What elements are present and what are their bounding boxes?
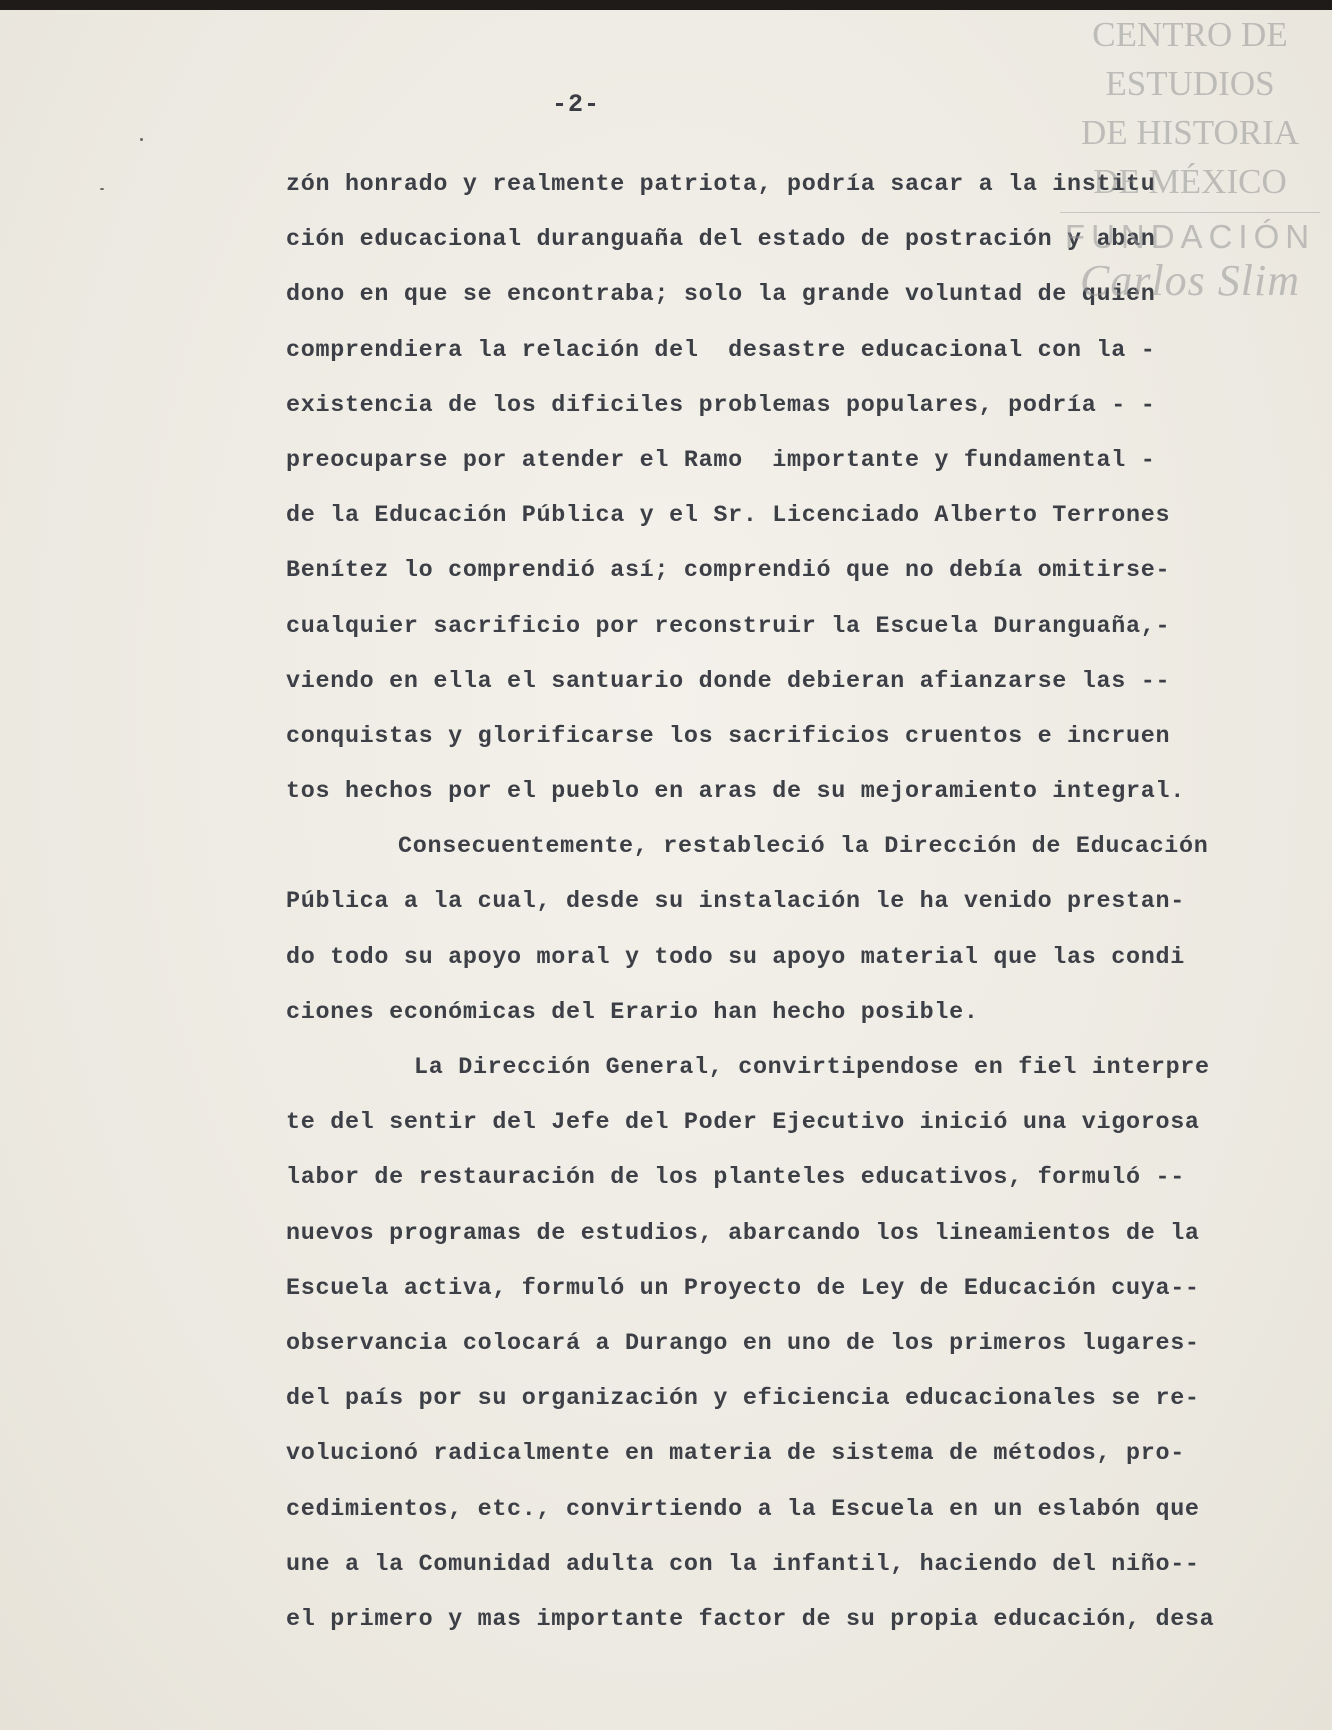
text-line: del país por su organización y eficiencia educacionales se re-: [286, 1386, 1200, 1413]
text-line: zón honrado y realmente patriota, podría sacar a la institu: [286, 172, 1156, 198]
watermark-divider: [1060, 212, 1320, 213]
text-line: cualquier sacrificio por reconstruir la Escuela Duranguaña,-: [286, 613, 1171, 640]
text-line: de la Educación Pública y el Sr. Licenciado Alberto Terrones: [286, 503, 1171, 530]
text-line: ción educacional duranguaña del estado de postración y aban: [286, 227, 1156, 254]
text-line: une a la Comunidad adulta con la infantil, haciendo del niño--: [286, 1551, 1200, 1578]
text-line: preocuparse por atender el Ramo importante y fundamental -: [286, 447, 1156, 474]
text-line: el primero y mas importante factor de su propia educación, desa: [286, 1606, 1215, 1633]
scan-top-edge: [0, 0, 1332, 10]
paper-speck: [100, 188, 104, 190]
paper-speck: [140, 138, 143, 141]
watermark-line: ESTUDIOS: [1105, 64, 1275, 103]
text-line: volucionó radicalmente en materia de sistema de métodos, pro-: [286, 1441, 1185, 1468]
watermark-line: DE HISTORIA: [1080, 113, 1300, 152]
text-line: conquistas y glorificarse los sacrificios cruentos e incruen: [286, 723, 1171, 750]
text-line: comprendiera la relación del desastre educacional con la -: [286, 337, 1156, 364]
watermark-line: DE MÉXICO: [1093, 162, 1287, 201]
watermark-foundation: FUNDACIÓN: [1064, 218, 1316, 255]
text-line: existencia de los dificiles problemas populares, podría - -: [286, 392, 1156, 419]
text-line: labor de restauración de los planteles educativos, formuló --: [286, 1165, 1185, 1192]
text-line: dono en que se encontraba; solo la grande voluntad de quien: [286, 282, 1156, 309]
text-line: Escuela activa, formuló un Proyecto de Ley de Educación cuya--: [286, 1275, 1200, 1302]
watermark-signature: Carlos Slim: [1079, 256, 1301, 305]
watermark-line: CENTRO DE: [1092, 15, 1288, 54]
archive-watermark: [1060, 10, 1320, 305]
text-line: Pública a la cual, desde su instalación le ha venido prestan-: [286, 889, 1185, 916]
document-page: [0, 10, 1332, 1730]
text-line: viendo en ella el santuario donde debieran afianzarse las --: [286, 668, 1171, 695]
body-text: [286, 170, 1296, 1660]
text-line: ciones económicas del Erario han hecho posible.: [286, 999, 979, 1026]
text-line: nuevos programas de estudios, abarcando los lineamientos de la: [286, 1220, 1200, 1247]
page-number: -2-: [552, 90, 601, 119]
text-line: te del sentir del Jefe del Poder Ejecutivo inició una vigorosa: [286, 1110, 1200, 1137]
text-line: observancia colocará a Durango en uno de los primeros lugares-: [286, 1330, 1200, 1357]
text-line: tos hechos por el pueblo en aras de su mejoramiento integral.: [286, 779, 1185, 806]
paragraph-start-line: Consecuentemente, restableció la Dirección de Educación: [398, 834, 1209, 861]
text-line: cedimientos, etc., convirtiendo a la Escuela en un eslabón que: [286, 1496, 1200, 1523]
paragraph-start-line: La Dirección General, convirtipendose en fiel interpre: [414, 1055, 1210, 1081]
text-line: do todo su apoyo moral y todo su apoyo material que las condi: [286, 944, 1185, 971]
text-line: Benítez lo comprendió así; comprendió que no debía omitirse-: [286, 558, 1171, 585]
